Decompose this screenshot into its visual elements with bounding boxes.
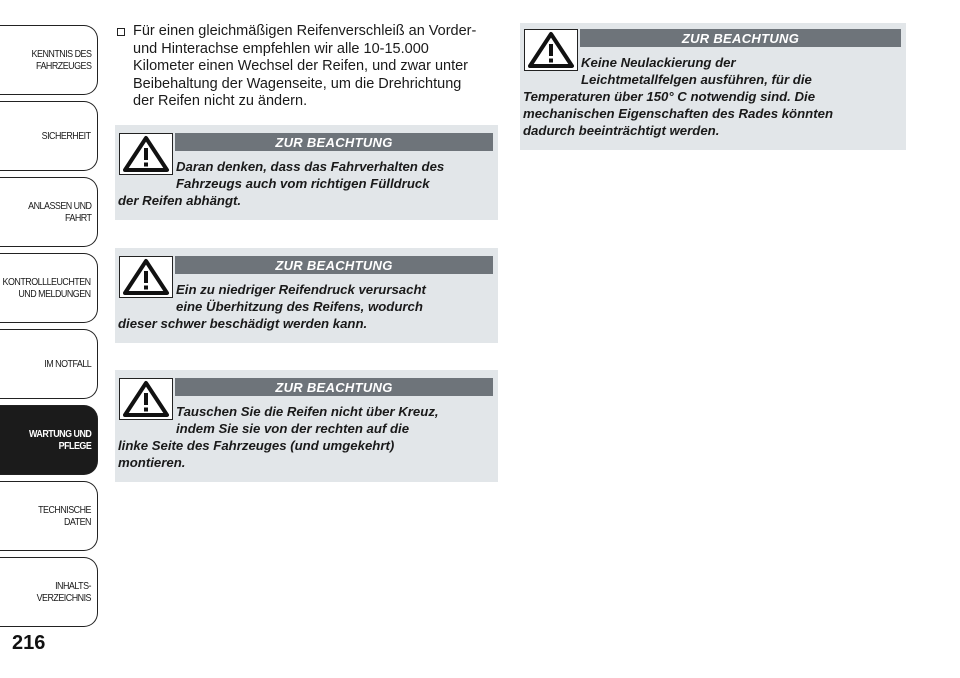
- warning-line: Leichtmetallfelgen ausführen, für die: [581, 72, 812, 87]
- bullet-line: Für einen gleichmäßigen Reifenverschleiß an Vorder-: [133, 23, 477, 39]
- warning-header: ZUR BEACHTUNG: [175, 133, 493, 151]
- warning-text: [118, 158, 496, 209]
- tab-im-notfall[interactable]: [0, 329, 98, 399]
- tab-technische-daten[interactable]: [0, 481, 98, 551]
- warning-line: indem Sie sie von der rechten auf die: [176, 421, 410, 436]
- warning-line: montieren.: [118, 455, 186, 470]
- warning-text: [118, 281, 496, 332]
- warning-box: [115, 370, 498, 482]
- tab-inhaltsverzeichnis[interactable]: [0, 557, 98, 627]
- warning-line: Fahrzeugs auch vom richtigen Fülldruck: [176, 176, 430, 191]
- tab-label: INHALTS- VERZEICHNIS: [36, 580, 91, 604]
- warning-line: linke Seite des Fahrzeuges (und umgekehrt): [118, 438, 395, 453]
- tab-label: WARTUNG UND PFLEGE: [28, 428, 91, 452]
- warning-box: [115, 248, 498, 343]
- tab-kenntnis-des-fahrzeuges[interactable]: [0, 25, 98, 95]
- tab-wartung-und-pflege[interactable]: [0, 405, 98, 475]
- warning-line: Keine Neulackierung der: [581, 55, 736, 70]
- bullet-line: Kilometer einen Wechsel der Reifen, und zwar unter: [133, 58, 469, 74]
- warning-line: Ein zu niedriger Reifendruck verursacht: [176, 282, 426, 297]
- tab-label: IM NOTFALL: [44, 358, 91, 370]
- tab-label: KENNTNIS DES FAHRZEUGES: [31, 48, 91, 72]
- warning-line: Tauschen Sie die Reifen nicht über Kreuz,: [176, 404, 439, 419]
- tab-label: TECHNISCHE DATEN: [38, 504, 91, 528]
- tab-kontrollleuchten[interactable]: [0, 253, 98, 323]
- tab-label: ANLASSEN UND FAHRT: [27, 200, 91, 224]
- bullet-line: Beibehaltung der Wagenseite, um die Drehrichtung: [133, 75, 462, 92]
- warning-box: [115, 125, 498, 220]
- tab-sicherheit[interactable]: [0, 101, 98, 171]
- checkbox-bullet-icon: [117, 28, 125, 36]
- warning-header: ZUR BEACHTUNG: [175, 378, 493, 396]
- warning-line: dieser schwer beschädigt werden kann.: [118, 316, 368, 331]
- warning-line: mechanischen Eigenschaften des Rades könnten: [523, 106, 833, 121]
- tab-label: SICHERHEIT: [42, 130, 91, 142]
- warning-line: Temperaturen über 150° C notwendig sind. Die: [523, 89, 816, 104]
- warning-line: der Reifen abhängt.: [118, 193, 242, 208]
- bullet-line: und Hinterachse empfehlen wir alle 10-15.000: [133, 40, 429, 57]
- warning-line: eine Überhitzung des Reifens, wodurch: [176, 299, 423, 314]
- tab-label: KONTROLLLEUCHTEN UND MELDUNGEN: [2, 276, 91, 300]
- warning-text: [118, 403, 496, 471]
- page-number: 216: [12, 632, 46, 654]
- warning-line: dadurch beeinträchtigt werden.: [523, 123, 720, 138]
- bullet-line: der Reifen nicht zu ändern.: [133, 93, 308, 109]
- warning-box: [520, 23, 906, 150]
- warning-line: Daran denken, dass das Fahrverhalten des: [176, 159, 445, 174]
- warning-text: [523, 54, 903, 139]
- warning-header: ZUR BEACHTUNG: [175, 256, 493, 274]
- chapter-sidebar: [0, 0, 100, 640]
- warning-header: ZUR BEACHTUNG: [580, 29, 901, 47]
- tab-anlassen-und-fahrt[interactable]: [0, 177, 98, 247]
- bullet-paragraph: [117, 23, 497, 111]
